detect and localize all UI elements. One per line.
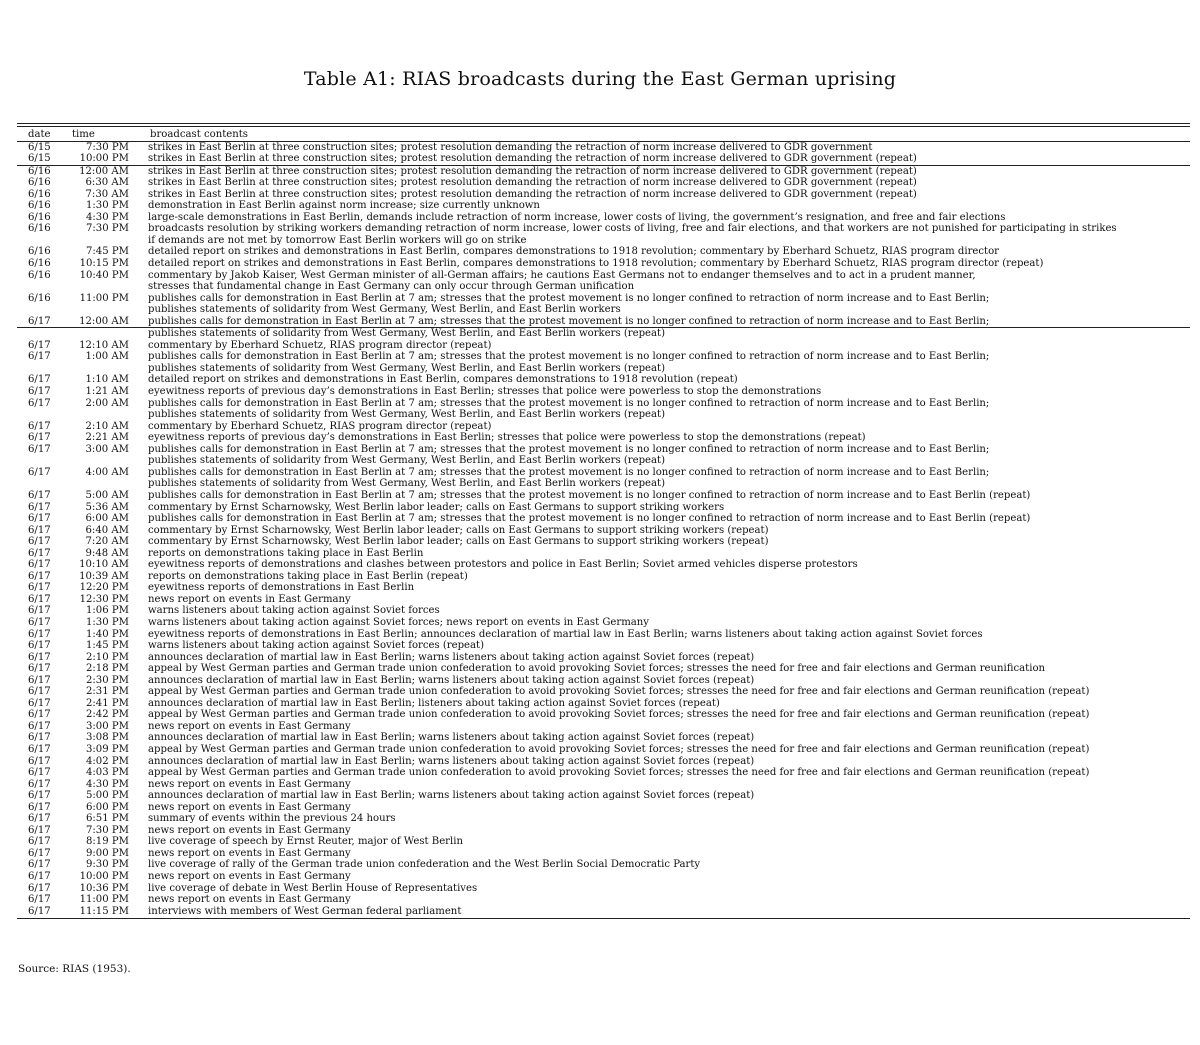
table-row [17, 629, 1190, 641]
cell-broadcast-contents: news report on events in East Germany [148, 593, 351, 605]
cell-date [17, 455, 70, 467]
cell-broadcast-contents: strikes in East Berlin at three construction sites; protest resolution demanding the retraction of norm increase delivered to GDR government (repeat) [148, 188, 917, 200]
table-row [17, 640, 1190, 652]
table-row [17, 663, 1190, 675]
table-row [17, 386, 1190, 398]
cell-time: 4:30 PM [85, 778, 129, 790]
cell-broadcast-contents: warns listeners about taking action against Soviet forces [148, 605, 440, 617]
cell-time: 10:36 PM [79, 882, 129, 894]
cell-time: 11:00 PM [79, 894, 129, 906]
table-row [17, 571, 1190, 583]
table-row [17, 398, 1190, 410]
cell-time [70, 281, 148, 293]
table-row [17, 281, 1190, 293]
cell-date [17, 363, 70, 375]
cell-date: 6/17 [28, 813, 51, 825]
cell-date: 6/17 [28, 905, 51, 917]
cell-time: 8:19 PM [85, 836, 129, 848]
table-row [17, 883, 1190, 895]
cell-broadcast-contents: eyewitness reports of demonstrations in East Berlin [148, 582, 415, 594]
cell-date: 6/17 [28, 732, 51, 744]
table-row [17, 559, 1190, 571]
table-row [17, 328, 1190, 340]
cell-time: 5:36 AM [85, 501, 129, 513]
table-row [17, 212, 1190, 224]
cell-time: 1:40 PM [85, 628, 129, 640]
table-row [17, 478, 1190, 490]
cell-date: 6/17 [28, 397, 51, 409]
column-header-date: date [17, 127, 70, 141]
cell-date: 6/17 [28, 790, 51, 802]
cell-broadcast-contents: if demands are not met by tomorrow East Berlin workers will go on strike [148, 234, 527, 246]
cell-broadcast-contents: publishes calls for demonstration in East Berlin at 7 am; stresses that the protest movement is no longer confined to retraction of norm increase and to East Berlin (repeat) [148, 489, 1031, 501]
cell-broadcast-contents: publishes calls for demonstration in East Berlin at 7 am; stresses that the protest movement is no longer confined to retraction of norm increase and to East Berlin; [148, 351, 990, 363]
cell-date: 6/17 [28, 420, 51, 432]
cell-date: 6/17 [28, 640, 51, 652]
cell-broadcast-contents: appeal by West German parties and German trade union confederation to avoid provoking Soviet forces; stresses the need for free and fair elections and German reunification (repeat) [148, 686, 1090, 698]
cell-date: 6/17 [28, 443, 51, 455]
cell-date: 6/17 [28, 616, 51, 628]
cell-date: 6/17 [28, 836, 51, 848]
cell-date: 6/17 [28, 536, 51, 548]
table-row [17, 698, 1190, 710]
table-row [17, 756, 1190, 768]
cell-broadcast-contents: news report on events in East Germany [148, 894, 351, 906]
table-body [17, 141, 1190, 917]
cell-time: 10:00 PM [79, 153, 129, 165]
cell-date: 6/15 [28, 141, 51, 153]
table-row [17, 316, 1190, 328]
cell-time: 6:00 AM [85, 513, 129, 525]
cell-time: 7:30 PM [85, 223, 129, 235]
cell-broadcast-contents: stresses that fundamental change in East Germany can only occur through German unification [148, 281, 635, 293]
cell-date [17, 281, 70, 293]
cell-broadcast-contents: publishes statements of solidarity from West Germany, West Berlin, and East Berlin workers [148, 304, 621, 316]
cell-broadcast-contents: commentary by Ernst Scharnowsky, West Berlin labor leader; calls on East Germans to support striking workers (repeat) [148, 536, 769, 548]
table-row [17, 859, 1190, 871]
cell-date [17, 478, 70, 490]
cell-date: 6/17 [28, 663, 51, 675]
cell-broadcast-contents: strikes in East Berlin at three construction sites; protest resolution demanding the retraction of norm increase delivered to GDR government (repeat) [148, 165, 1190, 177]
cell-broadcast-contents: strikes in East Berlin at three construction sites; protest resolution demanding the retraction of norm increase delivered to GDR government (repeat) [148, 177, 917, 189]
cell-broadcast-contents: news report on events in East Germany [148, 720, 351, 732]
cell-date: 6/16 [28, 269, 51, 281]
cell-broadcast-contents: live coverage of speech by Ernst Reuter, major of West Berlin [148, 836, 463, 848]
table-row [17, 709, 1190, 721]
cell-broadcast-contents: announces declaration of martial law in East Berlin; listeners about taking action against Soviet forces (repeat) [148, 697, 720, 709]
cell-date: 6/17 [28, 547, 51, 559]
cell-broadcast-contents: publishes calls for demonstration in East Berlin at 7 am; stresses that the protest movement is no longer confined to retraction of norm increase and to East Berlin (repeat) [148, 513, 1031, 525]
cell-broadcast-contents: detailed report on strikes and demonstrations in East Berlin, compares demonstrations to 1918 revolution (repeat) [148, 374, 738, 386]
cell-date: 6/16 [28, 211, 51, 223]
cell-time [70, 363, 148, 375]
cell-date: 6/17 [28, 339, 51, 351]
cell-broadcast-contents: warns listeners about taking action against Soviet forces; news report on events in East Germany [148, 616, 649, 628]
table-row [17, 871, 1190, 883]
cell-date: 6/17 [28, 570, 51, 582]
cell-broadcast-contents: publishes calls for demonstration in East Berlin at 7 am; stresses that the protest movement is no longer confined to retraction of norm increase and to East Berlin; [148, 292, 990, 304]
cell-date: 6/17 [28, 386, 51, 398]
cell-time: 9:30 PM [85, 859, 129, 871]
cell-time [70, 455, 148, 467]
cell-date: 6/17 [28, 709, 51, 721]
table-row [17, 235, 1190, 247]
cell-time: 6:00 PM [85, 801, 129, 813]
cell-date: 6/17 [28, 466, 51, 478]
cell-date: 6/17 [28, 755, 51, 767]
cell-time: 12:00 AM [79, 315, 129, 327]
cell-broadcast-contents: publishes statements of solidarity from West Germany, West Berlin, and East Berlin workers (repeat) [148, 478, 666, 490]
cell-time: 4:00 AM [85, 466, 129, 478]
cell-broadcast-contents: strikes in East Berlin at three construction sites; protest resolution demanding the retraction of norm increase delivered to GDR government [148, 141, 873, 153]
cell-date: 6/16 [17, 165, 70, 177]
cell-date: 6/17 [28, 351, 51, 363]
cell-broadcast-contents: appeal by West German parties and German trade union confederation to avoid provoking Soviet forces; stresses the need for free and fair elections and German reunification [148, 663, 1046, 675]
cell-broadcast-contents: detailed report on strikes and demonstrations in East Berlin, compares demonstrations to 1918 revolution; commentary by Eberhard Schuetz, RIAS program director (repeat) [148, 258, 1044, 270]
cell-date: 6/17 [28, 847, 51, 859]
table-row [17, 894, 1190, 906]
cell-date: 6/17 [28, 778, 51, 790]
table-row [17, 490, 1190, 502]
table-row [17, 293, 1190, 305]
cell-broadcast-contents: appeal by West German parties and German trade union confederation to avoid provoking Soviet forces; stresses the need for free and fair elections and German reunification (repeat) [148, 709, 1090, 721]
cell-time: 7:30 PM [85, 824, 129, 836]
cell-broadcast-contents: detailed report on strikes and demonstrations in East Berlin, compares demonstrations to 1918 revolution; commentary by Eberhard Schuetz, RIAS program director [148, 246, 999, 258]
table-row [17, 467, 1190, 479]
cell-date: 6/17 [28, 743, 51, 755]
cell-date: 6/17 [28, 582, 51, 594]
cell-time: 11:00 PM [79, 292, 129, 304]
cell-time: 10:40 PM [79, 269, 129, 281]
cell-time: 3:09 PM [85, 743, 129, 755]
cell-date: 6/17 [28, 628, 51, 640]
cell-broadcast-contents: broadcasts resolution by striking workers demanding retraction of norm increase, lower costs of living, free and fair elections, and that workers are not punished for participating in strikes [148, 223, 1117, 235]
cell-date: 6/17 [28, 871, 51, 882]
cell-broadcast-contents: eyewitness reports of demonstrations and clashes between protestors and police in East Berlin; Soviet armed vehicles disperse protestors [148, 559, 858, 571]
cell-broadcast-contents: announces declaration of martial law in East Berlin; warns listeners about taking action against Soviet forces (repeat) [148, 755, 755, 767]
table-row [17, 525, 1190, 537]
table-row [17, 906, 1190, 918]
cell-time: 6:51 PM [85, 813, 129, 825]
cell-time: 1:10 AM [85, 374, 129, 386]
cell-date: 6/17 [28, 432, 51, 444]
cell-date: 6/17 [28, 559, 51, 571]
table-row [17, 432, 1190, 444]
table-row [17, 594, 1190, 606]
table-row [17, 686, 1190, 698]
cell-time: 7:30 AM [85, 188, 129, 200]
cell-date: 6/17 [28, 501, 51, 513]
cell-broadcast-contents: news report on events in East Germany [148, 824, 351, 836]
cell-time: 2:30 PM [85, 674, 129, 686]
table-row [17, 141, 1190, 153]
broadcast-table-container [17, 123, 1190, 919]
table-row [17, 444, 1190, 456]
broadcast-table [17, 127, 1190, 917]
table-row [17, 421, 1190, 433]
cell-date: 6/17 [28, 882, 51, 894]
table-row [17, 721, 1190, 733]
cell-broadcast-contents: news report on events in East Germany [148, 778, 351, 790]
cell-time: 3:00 AM [85, 443, 129, 455]
table-row [17, 767, 1190, 779]
cell-time [70, 304, 148, 316]
cell-broadcast-contents: publishes statements of solidarity from West Germany, West Berlin, and East Berlin workers (repeat) [148, 455, 666, 467]
cell-broadcast-contents: demonstration in East Berlin against norm increase; size currently unknown [148, 200, 540, 212]
cell-date: 6/17 [28, 720, 51, 732]
table-bottom-rule [17, 918, 1190, 919]
cell-broadcast-contents: large-scale demonstrations in East Berlin, demands include retraction of norm increase, lower costs of living, the government’s resignation, and free and fair elections [148, 211, 1006, 223]
cell-time: 2:18 PM [85, 663, 129, 675]
cell-time: 7:30 PM [85, 141, 129, 153]
cell-broadcast-contents: commentary by Ernst Scharnowsky, West Berlin labor leader; calls on East Germans to support striking workers [148, 501, 725, 513]
cell-time: 3:00 PM [85, 720, 129, 732]
cell-time: 9:00 PM [85, 847, 129, 859]
cell-date: 6/16 [28, 188, 51, 200]
cell-time: 10:10 AM [79, 559, 129, 571]
cell-date: 6/16 [28, 258, 51, 270]
cell-time [70, 409, 148, 421]
table-row [17, 652, 1190, 664]
cell-date: 6/17 [28, 374, 51, 386]
cell-date [17, 409, 70, 421]
cell-time: 2:41 PM [85, 697, 129, 709]
cell-time [70, 478, 148, 490]
table-row [17, 189, 1190, 201]
table-row [17, 258, 1190, 270]
cell-time: 2:10 PM [85, 651, 129, 663]
cell-time: 1:21 AM [85, 386, 129, 398]
table-row [17, 246, 1190, 258]
cell-time: 7:45 PM [85, 246, 129, 258]
cell-date: 6/17 [28, 859, 51, 871]
cell-date: 6/17 [28, 513, 51, 525]
cell-time: 6:40 AM [85, 524, 129, 536]
cell-date: 6/16 [28, 292, 51, 304]
cell-date: 6/17 [28, 824, 51, 836]
table-row [17, 825, 1190, 837]
cell-date: 6/17 [28, 894, 51, 906]
cell-date: 6/17 [28, 651, 51, 663]
table-row [17, 351, 1190, 363]
cell-broadcast-contents: announces declaration of martial law in East Berlin; warns listeners about taking action against Soviet forces (repeat) [148, 674, 755, 686]
cell-date: 6/17 [28, 767, 51, 779]
cell-broadcast-contents: publishes calls for demonstration in East Berlin at 7 am; stresses that the protest movement is no longer confined to retraction of norm increase and to East Berlin; [148, 443, 990, 455]
cell-time: 2:31 PM [85, 686, 129, 698]
table-row [17, 548, 1190, 560]
cell-time: 2:00 AM [85, 397, 129, 409]
table-row [17, 732, 1190, 744]
cell-broadcast-contents: eyewitness reports of demonstrations in East Berlin; announces declaration of martial law in East Berlin; warns listeners about taking action against Soviet forces [148, 628, 983, 640]
table-row [17, 363, 1190, 375]
cell-time [70, 328, 148, 340]
cell-broadcast-contents: commentary by Jakob Kaiser, West German minister of all-German affairs; he cautions East Germans not to endanger themselves and to act in a prudent manner, [148, 269, 976, 281]
cell-broadcast-contents: announces declaration of martial law in East Berlin; warns listeners about taking action against Soviet forces (repeat) [148, 790, 755, 802]
cell-broadcast-contents: commentary by Ernst Scharnowsky, West Berlin labor leader; calls on East Germans to support striking workers (repeat) [148, 524, 769, 536]
cell-broadcast-contents: strikes in East Berlin at three construction sites; protest resolution demanding the retraction of norm increase delivered to GDR government (repeat) [148, 153, 917, 165]
table-row [17, 790, 1190, 802]
table-row [17, 502, 1190, 514]
cell-time: 3:08 PM [85, 732, 129, 744]
cell-time: 10:15 PM [79, 258, 129, 270]
cell-time: 12:00 AM [70, 165, 148, 177]
table-row [17, 513, 1190, 525]
table-row [17, 617, 1190, 629]
source-note: Source: RIAS (1953). [18, 963, 131, 975]
cell-broadcast-contents: publishes statements of solidarity from West Germany, West Berlin, and East Berlin workers (repeat) [148, 362, 666, 374]
cell-date: 6/17 [28, 489, 51, 501]
cell-broadcast-contents: news report on events in East Germany [148, 871, 351, 882]
cell-time: 1:30 PM [85, 616, 129, 628]
cell-time [70, 235, 148, 247]
cell-broadcast-contents: news report on events in East Germany [148, 801, 351, 813]
table-row [17, 836, 1190, 848]
cell-date: 6/17 [28, 697, 51, 709]
cell-time: 12:10 AM [79, 339, 129, 351]
cell-time: 10:39 AM [79, 570, 129, 582]
cell-time: 9:48 AM [85, 547, 129, 559]
cell-date: 6/15 [28, 153, 51, 165]
cell-broadcast-contents: publishes statements of solidarity from West Germany, West Berlin, and East Berlin workers (repeat) [148, 328, 1190, 340]
table-row [17, 304, 1190, 316]
cell-time: 10:00 PM [79, 871, 129, 882]
cell-time: 4:02 PM [85, 755, 129, 767]
table-row [17, 848, 1190, 860]
table-header-row [17, 127, 1190, 141]
column-header-time: time [70, 127, 148, 141]
cell-time: 5:00 AM [85, 489, 129, 501]
table-row [17, 813, 1190, 825]
cell-time: 1:30 PM [85, 200, 129, 212]
cell-time: 1:45 PM [85, 640, 129, 652]
cell-broadcast-contents: appeal by West German parties and German trade union confederation to avoid provoking Soviet forces; stresses the need for free and fair elections and German reunification (repeat) [148, 743, 1090, 755]
cell-time: 4:03 PM [85, 767, 129, 779]
cell-time: 2:10 AM [85, 420, 129, 432]
cell-broadcast-contents: commentary by Eberhard Schuetz, RIAS program director (repeat) [148, 339, 492, 351]
cell-broadcast-contents: publishes calls for demonstration in East Berlin at 7 am; stresses that the protest movement is no longer confined to retraction of norm increase and to East Berlin; [148, 466, 990, 478]
cell-time: 2:21 AM [85, 432, 129, 444]
cell-date: 6/16 [28, 223, 51, 235]
table-row [17, 340, 1190, 352]
table-row [17, 200, 1190, 212]
table-title: Table A1: RIAS broadcasts during the East German uprising [303, 68, 897, 90]
cell-broadcast-contents: eyewitness reports of previous day’s demonstrations in East Berlin; stresses that police were powerless to stop the demonstrations [148, 386, 822, 398]
cell-broadcast-contents: live coverage of rally of the German trade union confederation and the West Berlin Social Democratic Party [148, 859, 701, 871]
cell-broadcast-contents: warns listeners about taking action against Soviet forces (repeat) [148, 640, 485, 652]
cell-date: 6/17 [28, 524, 51, 536]
cell-date: 6/17 [28, 593, 51, 605]
cell-time: 11:15 PM [79, 905, 129, 917]
table-row [17, 802, 1190, 814]
table-top-rule [17, 123, 1190, 124]
cell-date: 6/17 [28, 674, 51, 686]
cell-broadcast-contents: summary of events within the previous 24 hours [148, 813, 396, 825]
table-row [17, 455, 1190, 467]
cell-date [17, 304, 70, 316]
cell-time: 6:30 AM [85, 177, 129, 189]
table-row [17, 675, 1190, 687]
table-row [17, 374, 1190, 386]
cell-broadcast-contents: commentary by Eberhard Schuetz, RIAS program director (repeat) [148, 420, 492, 432]
cell-date [17, 328, 70, 340]
cell-date [17, 235, 70, 247]
cell-broadcast-contents: publishes statements of solidarity from West Germany, West Berlin, and East Berlin workers (repeat) [148, 409, 666, 421]
cell-time: 4:30 PM [85, 211, 129, 223]
cell-time: 1:00 AM [85, 351, 129, 363]
cell-date: 6/17 [28, 801, 51, 813]
cell-time: 2:42 PM [85, 709, 129, 721]
cell-time: 5:00 PM [85, 790, 129, 802]
table-row [17, 582, 1190, 594]
cell-date: 6/16 [28, 177, 51, 189]
table-row [17, 223, 1190, 235]
table-row [17, 165, 1190, 177]
cell-broadcast-contents: publishes calls for demonstration in East Berlin at 7 am; stresses that the protest movement is no longer confined to retraction of norm increase and to East Berlin; [148, 315, 990, 327]
cell-date: 6/17 [28, 686, 51, 698]
cell-date: 6/17 [28, 315, 51, 327]
table-row [17, 779, 1190, 791]
table-row [17, 409, 1190, 421]
cell-broadcast-contents: appeal by West German parties and German trade union confederation to avoid provoking Soviet forces; stresses the need for free and fair elections and German reunification (repeat) [148, 767, 1090, 779]
cell-date: 6/16 [28, 200, 51, 212]
table-row [17, 270, 1190, 282]
cell-broadcast-contents: reports on demonstrations taking place in East Berlin [148, 547, 424, 559]
table-row [17, 177, 1190, 189]
cell-broadcast-contents: reports on demonstrations taking place in East Berlin (repeat) [148, 570, 468, 582]
cell-time: 12:20 PM [79, 582, 129, 594]
column-header-broadcast-contents: broadcast contents [148, 127, 1190, 141]
cell-time: 7:20 AM [85, 536, 129, 548]
cell-date: 6/16 [28, 246, 51, 258]
cell-broadcast-contents: eyewitness reports of previous day’s demonstrations in East Berlin; stresses that police were powerless to stop the demonstrations (repeat) [148, 432, 866, 444]
cell-broadcast-contents: announces declaration of martial law in East Berlin; warns listeners about taking action against Soviet forces (repeat) [148, 732, 755, 744]
cell-broadcast-contents: live coverage of debate in West Berlin House of Representatives [148, 882, 478, 894]
cell-broadcast-contents: news report on events in East Germany [148, 847, 351, 859]
cell-broadcast-contents: announces declaration of martial law in East Berlin; warns listeners about taking action against Soviet forces (repeat) [148, 651, 755, 663]
table-row [17, 605, 1190, 617]
cell-time: 12:30 PM [79, 593, 129, 605]
cell-time: 1:06 PM [85, 605, 129, 617]
cell-broadcast-contents: interviews with members of West German federal parliament [148, 905, 462, 917]
cell-date: 6/17 [28, 605, 51, 617]
cell-broadcast-contents: publishes calls for demonstration in East Berlin at 7 am; stresses that the protest movement is no longer confined to retraction of norm increase and to East Berlin; [148, 397, 990, 409]
table-row [17, 744, 1190, 756]
table-row [17, 153, 1190, 165]
table-row [17, 536, 1190, 548]
